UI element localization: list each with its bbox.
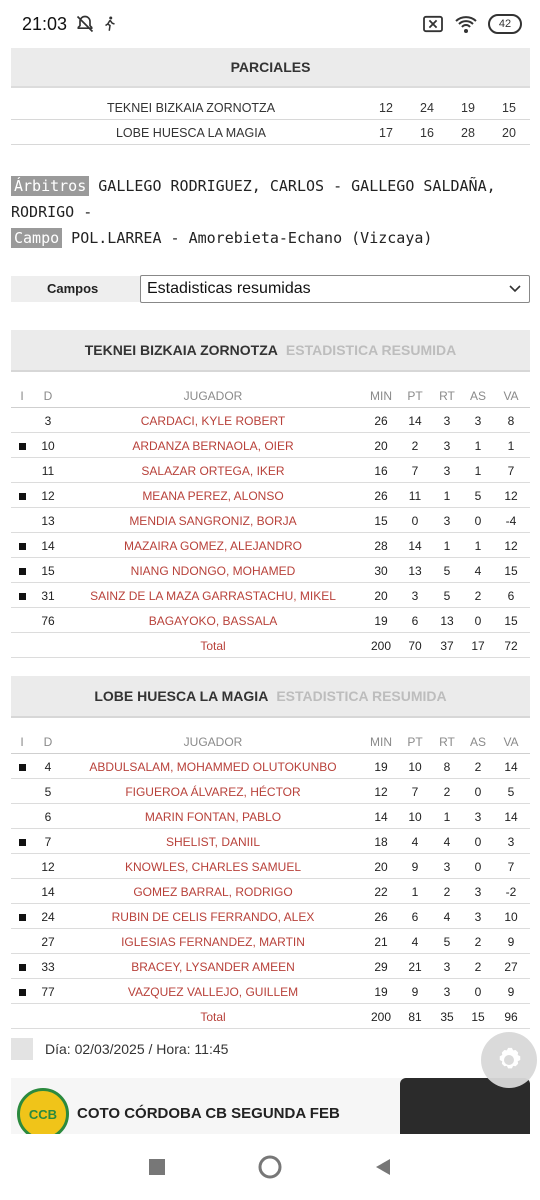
team-name: TEKNEI BIZKAIA ZORNOTZA [84, 342, 278, 358]
settings-fab[interactable] [481, 1032, 537, 1088]
player-number: 5 [44, 785, 52, 799]
col-pt: PT [407, 389, 423, 403]
campo-value: POL.LARREA - Amorebieta-Echano (Vizcaya) [62, 229, 433, 247]
team-stats-header [11, 676, 530, 718]
campos-select[interactable] [140, 275, 530, 303]
stat-as: 0 [474, 785, 482, 799]
table-row [11, 779, 530, 804]
stat-as: 4 [474, 564, 482, 578]
stat-va: 5 [507, 785, 515, 799]
walking-icon [101, 14, 119, 34]
stat-va: 9 [507, 985, 515, 999]
home-button[interactable] [250, 1147, 290, 1187]
stat-rt: 8 [443, 760, 451, 774]
stat-min: 26 [374, 910, 388, 924]
starter-marker [11, 489, 33, 503]
col-i: I [20, 389, 24, 403]
sim-off-icon [422, 15, 444, 33]
table-row [11, 458, 530, 483]
stat-min: 26 [374, 489, 388, 503]
table-row [11, 754, 530, 779]
stat-as: 2 [474, 960, 482, 974]
table-row [11, 829, 530, 854]
team-logo-text: CCB [28, 1106, 58, 1122]
stat-pt: 11 [408, 489, 422, 503]
col-d: D [43, 389, 53, 403]
player-number: 13 [41, 514, 55, 528]
player-name-link[interactable]: MEANA PEREZ, ALONSO [142, 489, 284, 503]
starter-marker [11, 564, 33, 578]
stat-rt: 3 [443, 860, 451, 874]
stat-rt: 5 [443, 935, 451, 949]
battery-indicator [488, 14, 522, 34]
stat-as: 2 [474, 935, 482, 949]
stat-as: 1 [474, 439, 482, 453]
stat-min: 19 [374, 614, 388, 628]
stat-va: 1 [507, 439, 515, 453]
starter-marker [11, 539, 33, 553]
stat-pt: 3 [411, 589, 419, 603]
related-team-card[interactable] [11, 1078, 530, 1134]
stat-rt: 5 [443, 564, 451, 578]
player-name-link[interactable]: KNOWLES, CHARLES SAMUEL [124, 860, 302, 874]
stat-va: 8 [507, 414, 515, 428]
stat-as: 5 [474, 489, 482, 503]
chevron-down-icon [507, 280, 523, 296]
parciales-title: PARCIALES [11, 48, 530, 88]
total-as: 15 [471, 1010, 485, 1024]
total-row [11, 633, 530, 658]
player-name-link[interactable]: VAZQUEZ VALLEJO, GUILLEM [127, 985, 299, 999]
col-jugador: JUGADOR [183, 735, 243, 749]
stat-min: 22 [374, 885, 388, 899]
stat-as: 2 [474, 760, 482, 774]
fecha-checkbox[interactable] [11, 1038, 33, 1060]
parciales-row [11, 121, 530, 145]
player-name-link[interactable]: ABDULSALAM, MOHAMMED OLUTOKUNBO [89, 760, 337, 774]
table-row [11, 583, 530, 608]
team-logo [17, 1088, 69, 1134]
col-rt: RT [439, 389, 455, 403]
stat-min: 26 [374, 414, 388, 428]
stat-va: 7 [507, 464, 515, 478]
campos-label: Campos [47, 281, 99, 296]
stat-pt: 14 [408, 539, 422, 553]
stat-pt: 10 [408, 760, 422, 774]
circle-icon [257, 1154, 283, 1180]
starter-square-icon [19, 568, 26, 575]
stat-as: 3 [474, 414, 482, 428]
player-number: 12 [41, 489, 55, 503]
player-name-link[interactable]: CARDACI, KYLE ROBERT [140, 414, 286, 428]
stat-rt: 4 [443, 910, 451, 924]
stat-min: 20 [374, 439, 388, 453]
col-i: I [20, 735, 24, 749]
player-name-link[interactable]: RUBIN DE CELIS FERRANDO, ALEX [111, 910, 315, 924]
parciales-team: LOBE HUESCA LA MAGIA [115, 126, 267, 140]
fecha-text: Día: 02/03/2025 / Hora: 11:45 [45, 1041, 229, 1057]
player-number: 3 [44, 414, 52, 428]
table-row [11, 558, 530, 583]
table-row [11, 879, 530, 904]
stat-pt: 14 [408, 414, 422, 428]
col-jugador: JUGADOR [183, 389, 243, 403]
stat-pt: 6 [411, 614, 419, 628]
status-bar [0, 0, 540, 48]
player-name-link[interactable]: NIANG NDONGO, MOHAMED [130, 564, 296, 578]
campos-selector-row [11, 276, 530, 302]
stat-min: 20 [374, 589, 388, 603]
stat-pt: 7 [411, 464, 419, 478]
stat-rt: 3 [443, 514, 451, 528]
starter-marker [11, 835, 33, 849]
stat-min: 19 [374, 760, 388, 774]
fecha-row [11, 1038, 530, 1062]
table-row [11, 979, 530, 1004]
player-number: 27 [41, 935, 55, 949]
campos-selected-value: Estadisticas resumidas [147, 280, 311, 297]
starter-square-icon [19, 443, 26, 450]
starter-square-icon [19, 493, 26, 500]
stat-as: 3 [474, 885, 482, 899]
player-name-link[interactable]: FIGUEROA ÁLVAREZ, HÉCTOR [125, 785, 301, 799]
starter-square-icon [19, 543, 26, 550]
campo-label: Campo [11, 228, 62, 248]
wifi-icon [454, 14, 478, 34]
parciales-q3: 28 [461, 126, 475, 140]
player-number: 15 [41, 564, 55, 578]
starter-square-icon [19, 764, 26, 771]
total-rt: 35 [440, 1010, 454, 1024]
stat-rt: 1 [443, 489, 451, 503]
stat-as: 3 [474, 910, 482, 924]
starter-marker [11, 439, 33, 453]
col-pt: PT [407, 735, 423, 749]
stat-va: 7 [507, 860, 515, 874]
stat-as: 2 [474, 589, 482, 603]
total-min: 200 [370, 639, 392, 653]
col-d: D [43, 735, 53, 749]
total-label: Total [200, 1010, 226, 1024]
stat-va: 14 [504, 810, 518, 824]
starter-marker [11, 589, 33, 603]
team-name: LOBE HUESCA LA MAGIA [94, 688, 269, 704]
stat-pt: 0 [411, 514, 419, 528]
col-rt: RT [439, 735, 455, 749]
starter-marker [11, 985, 33, 999]
stat-min: 18 [374, 835, 388, 849]
stat-rt: 2 [443, 785, 451, 799]
table-row [11, 804, 530, 829]
team-stats-subtitle: ESTADISTICA RESUMIDA [276, 688, 447, 704]
player-number: 31 [41, 589, 55, 603]
player-name-link[interactable]: GOMEZ BARRAL, RODRIGO [133, 885, 293, 899]
stat-as: 0 [474, 614, 482, 628]
stat-va: 12 [504, 539, 518, 553]
total-rt: 37 [440, 639, 454, 653]
stat-pt: 4 [411, 935, 419, 949]
stat-va: -4 [505, 514, 517, 528]
stat-min: 19 [374, 985, 388, 999]
officials-block [11, 173, 530, 251]
stat-rt: 3 [443, 960, 451, 974]
total-pt: 70 [408, 639, 422, 653]
system-nav-bar [0, 1134, 540, 1200]
player-number: 10 [41, 439, 55, 453]
stat-va: -2 [505, 885, 517, 899]
starter-square-icon [19, 964, 26, 971]
table-row [11, 533, 530, 558]
col-min: MIN [370, 389, 392, 403]
stats-column-headers [11, 729, 530, 754]
player-name-link[interactable]: SALAZAR ORTEGA, IKER [141, 464, 285, 478]
stat-va: 14 [504, 760, 518, 774]
parciales-q2: 24 [420, 101, 434, 115]
stat-as: 0 [474, 985, 482, 999]
player-name-link[interactable]: SHELIST, DANIIL [165, 835, 261, 849]
stat-min: 15 [374, 514, 388, 528]
starter-square-icon [19, 839, 26, 846]
player-number: 12 [41, 860, 55, 874]
stat-pt: 7 [411, 785, 419, 799]
stat-pt: 9 [411, 860, 419, 874]
total-row [11, 1004, 530, 1029]
team-stats-header [11, 330, 530, 372]
stat-min: 29 [374, 960, 388, 974]
player-name-link[interactable]: BAGAYOKO, BASSALA [148, 614, 278, 628]
table-row [11, 954, 530, 979]
gear-icon [494, 1045, 524, 1075]
table-row [11, 508, 530, 533]
player-number: 77 [41, 985, 55, 999]
starter-square-icon [19, 593, 26, 600]
parciales-q1: 12 [379, 101, 393, 115]
stat-pt: 1 [411, 885, 419, 899]
stat-va: 15 [504, 614, 518, 628]
parciales-q4: 15 [502, 101, 516, 115]
player-number: 11 [41, 464, 55, 478]
table-row [11, 608, 530, 633]
starter-marker [11, 760, 33, 774]
stat-as: 0 [474, 514, 482, 528]
stat-min: 30 [374, 564, 388, 578]
table-row [11, 854, 530, 879]
page-content [0, 48, 540, 1134]
parciales-q3: 19 [461, 101, 475, 115]
stat-pt: 10 [408, 810, 422, 824]
stat-as: 1 [474, 464, 482, 478]
stat-rt: 3 [443, 414, 451, 428]
total-min: 200 [370, 1010, 392, 1024]
stat-min: 21 [374, 935, 388, 949]
player-name-link[interactable]: BRACEY, LYSANDER AMEEN [131, 960, 295, 974]
total-va: 96 [504, 1010, 518, 1024]
stat-va: 9 [507, 935, 515, 949]
arbitros-value: GALLEGO RODRIGUEZ, CARLOS - GALLEGO SALDAÑA, [89, 177, 496, 195]
col-as: AS [469, 389, 486, 403]
stat-pt: 9 [411, 985, 419, 999]
stat-rt: 3 [443, 985, 451, 999]
related-team-name: COTO CÓRDOBA CB SEGUNDA FEB [77, 1105, 340, 1122]
stat-rt: 3 [443, 439, 451, 453]
stat-min: 14 [374, 810, 388, 824]
stat-rt: 4 [443, 835, 451, 849]
stat-min: 16 [374, 464, 388, 478]
col-va: VA [503, 389, 519, 403]
parciales-q2: 16 [420, 126, 434, 140]
player-name-link[interactable]: MARIN FONTAN, PABLO [144, 810, 282, 824]
arbitros-label: Árbitros [11, 176, 89, 196]
stat-rt: 2 [443, 885, 451, 899]
stat-min: 28 [374, 539, 388, 553]
back-button[interactable] [363, 1147, 403, 1187]
arbitros-value-cont: RODRIGO - [11, 203, 93, 221]
stat-rt: 3 [443, 464, 451, 478]
stat-as: 1 [474, 539, 482, 553]
player-number: 14 [41, 885, 55, 899]
stat-pt: 6 [411, 910, 419, 924]
table-row [11, 433, 530, 458]
stat-va: 12 [504, 489, 518, 503]
total-label: Total [200, 639, 226, 653]
total-pt: 81 [408, 1010, 422, 1024]
stat-pt: 2 [411, 439, 419, 453]
parciales-team: TEKNEI BIZKAIA ZORNOTZA [106, 101, 276, 115]
stat-va: 27 [504, 960, 518, 974]
team-stats-subtitle: ESTADISTICA RESUMIDA [285, 342, 457, 358]
stat-rt: 1 [443, 539, 451, 553]
battery-level: 42 [498, 18, 512, 30]
player-number: 33 [41, 960, 55, 974]
status-time: 21:03 [22, 13, 68, 34]
player-number: 76 [41, 614, 55, 628]
starter-marker [11, 960, 33, 974]
player-number: 6 [44, 810, 52, 824]
stat-pt: 13 [408, 564, 422, 578]
stat-rt: 1 [443, 810, 451, 824]
starter-square-icon [19, 914, 26, 921]
stat-min: 12 [374, 785, 388, 799]
player-name-link[interactable]: SAINZ DE LA MAZA GARRASTACHU, MIKEL [90, 589, 336, 603]
square-icon [148, 1158, 166, 1176]
table-row [11, 408, 530, 433]
stat-as: 0 [474, 860, 482, 874]
player-name-link[interactable]: MENDIA SANGRONIZ, BORJA [129, 514, 297, 528]
parciales-q1: 17 [379, 126, 393, 140]
back-triangle-icon [373, 1157, 393, 1177]
table-row [11, 483, 530, 508]
parciales-row [11, 96, 530, 120]
player-number: 14 [41, 539, 55, 553]
stat-va: 15 [504, 564, 518, 578]
table-row [11, 904, 530, 929]
starter-marker [11, 910, 33, 924]
player-name-link[interactable]: ARDANZA BERNAOLA, OIER [132, 439, 294, 453]
bell-off-icon [75, 14, 95, 34]
stat-pt: 21 [408, 960, 422, 974]
recents-button[interactable] [137, 1147, 177, 1187]
stat-va: 3 [507, 835, 515, 849]
stat-rt: 13 [440, 614, 454, 628]
stat-va: 6 [507, 589, 515, 603]
total-va: 72 [504, 639, 518, 653]
stat-as: 0 [474, 835, 482, 849]
stats-column-headers [11, 383, 530, 408]
stat-pt: 4 [411, 835, 419, 849]
col-as: AS [469, 735, 486, 749]
player-number: 24 [41, 910, 55, 924]
player-number: 7 [44, 835, 52, 849]
table-row [11, 929, 530, 954]
parciales-q4: 20 [502, 126, 516, 140]
player-number: 4 [44, 760, 52, 774]
col-va: VA [503, 735, 519, 749]
player-name-link[interactable]: MAZAIRA GOMEZ, ALEJANDRO [123, 539, 303, 553]
starter-square-icon [19, 989, 26, 996]
stat-min: 20 [374, 860, 388, 874]
stat-va: 10 [504, 910, 518, 924]
total-as: 17 [471, 639, 485, 653]
stat-as: 3 [474, 810, 482, 824]
col-min: MIN [370, 735, 392, 749]
player-name-link[interactable]: IGLESIAS FERNANDEZ, MARTIN [121, 935, 305, 949]
stat-rt: 5 [443, 589, 451, 603]
